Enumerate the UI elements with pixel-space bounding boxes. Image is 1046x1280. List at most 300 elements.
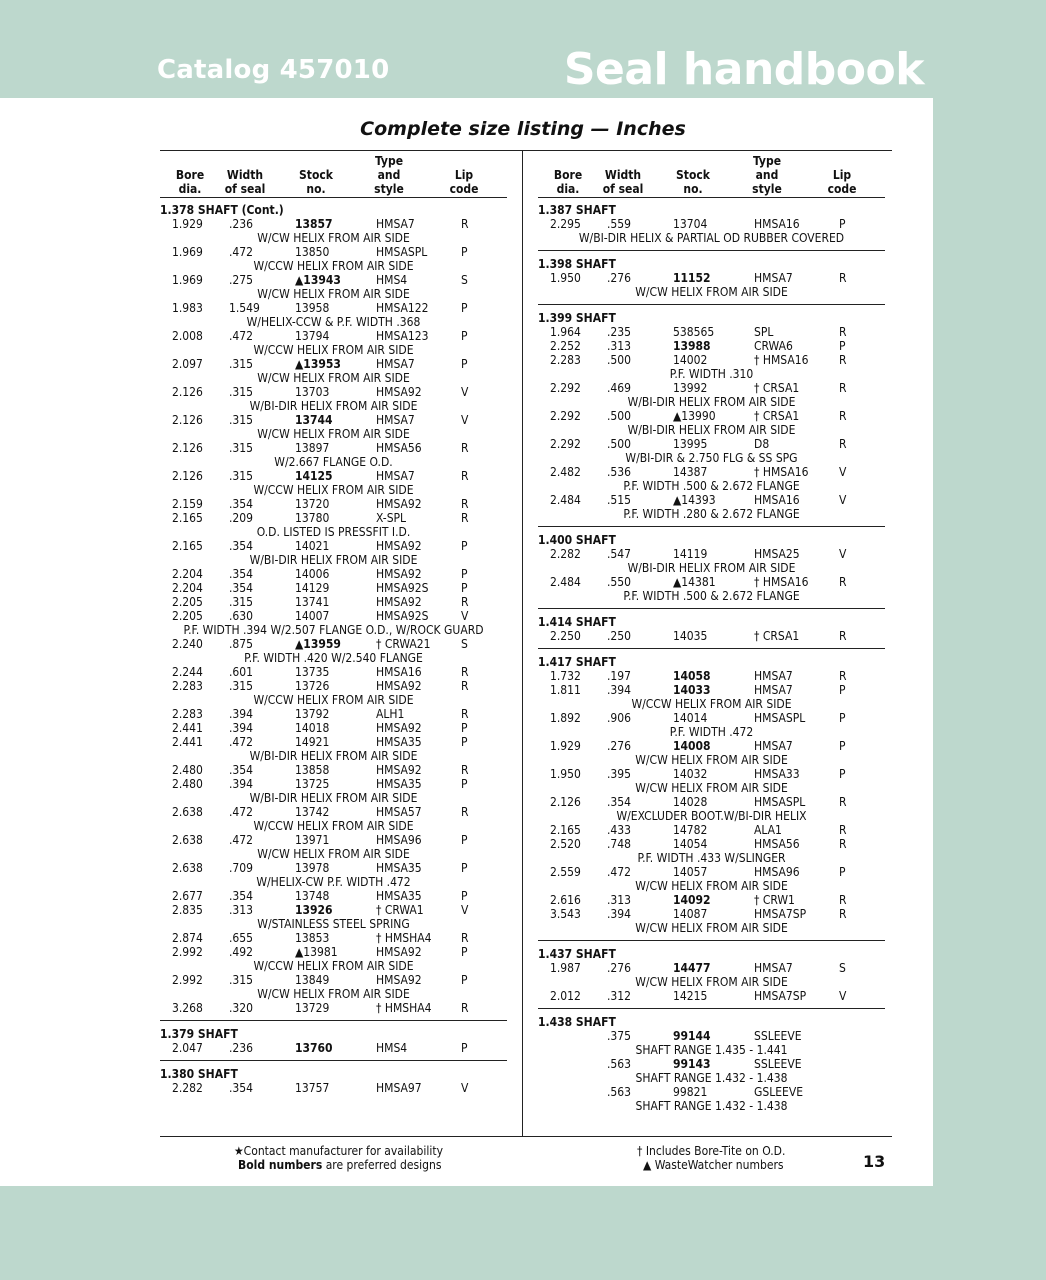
shaft-group-title: 1.378 SHAFT (Cont.) [160,203,284,217]
cell-type: HMSA92S [376,581,429,595]
row-note: W/CW HELIX FROM AIR SIDE [635,975,788,989]
table-row [160,441,507,455]
table-row [160,301,507,315]
shaft-group-title: 1.438 SHAFT [538,1015,616,1029]
cell-bore: 2.126 [172,441,203,455]
cell-type: SSLEEVE [754,1057,802,1071]
left-header-type-line3: style [374,182,404,196]
cell-stock: 13897 [295,441,330,455]
cell-stock: 14021 [295,539,330,553]
table-row [160,777,507,791]
shaft-group-title: 1.437 SHAFT [538,947,616,961]
wastewatcher-note: ▲ WasteWatcher numbers [643,1158,784,1172]
cell-lip: P [461,301,468,315]
cell-stock: 14087 [673,907,708,921]
cell-stock: 99144 [673,1029,711,1043]
table-row [160,595,507,609]
table-row [160,329,507,343]
cell-stock: 13992 [673,381,708,395]
row-note: W/HELIX-CW P.F. WIDTH .472 [256,875,411,889]
cell-stock: 13741 [295,595,330,609]
cell-width: .500 [607,353,632,367]
cell-stock: ▲13943 [295,273,341,287]
cell-bore: 2.484 [550,493,581,507]
cell-lip: V [461,609,469,623]
row-note: P.F. WIDTH .394 W/2.507 FLANGE O.D., W/ROCK GUARD [183,623,484,637]
table-row [160,609,507,623]
shaft-group-title: 1.387 SHAFT [538,203,616,217]
table-row [538,767,885,781]
cell-lip: R [461,665,469,679]
cell-type: HMSA35 [376,861,422,875]
cell-stock: 13926 [295,903,333,917]
cell-type: HMSA7 [376,413,415,427]
cell-stock: 13958 [295,301,330,315]
table-row [160,469,507,483]
table-row [538,493,885,507]
cell-type: HMSA97 [376,1081,422,1095]
left-header-width-line2: Width [226,168,264,182]
cell-width: .354 [229,567,254,581]
cell-lip: P [461,721,468,735]
cell-stock: ▲14393 [673,493,716,507]
table-row [538,823,885,837]
cell-stock: 99821 [673,1085,708,1099]
cell-stock: 14092 [673,893,711,907]
cell-bore: 2.165 [550,823,581,837]
row-note: P.F. WIDTH .433 W/SLINGER [637,851,786,865]
table-row [538,409,885,423]
cell-bore: 1.950 [550,271,581,285]
table-row [160,931,507,945]
row-note: W/CW HELIX FROM AIR SIDE [257,847,410,861]
cell-width: .492 [229,945,254,959]
cell-width: .250 [607,629,632,643]
cell-stock: ▲13959 [295,637,341,651]
cell-lip: R [839,669,847,683]
cell-stock: 13978 [295,861,330,875]
cell-lip: P [461,945,468,959]
cell-width: .236 [229,1041,254,1055]
cell-type: † CRSA1 [754,409,800,423]
shaft-group [160,1067,507,1095]
cell-bore: 2.047 [172,1041,203,1055]
row-note: W/CCW HELIX FROM AIR SIDE [253,959,414,973]
row-note: W/2.667 FLANGE O.D. [274,455,393,469]
cell-bore: 2.240 [172,637,203,651]
left-header-lip-line3: code [449,182,479,196]
row-note: W/CCW HELIX FROM AIR SIDE [253,693,414,707]
cell-lip: V [839,547,847,561]
cell-bore: 2.008 [172,329,203,343]
cell-width: .354 [229,1081,254,1095]
table-row [160,357,507,371]
cell-type: HMSA92 [376,721,422,735]
shaft-group-title: 1.379 SHAFT [160,1027,238,1041]
cell-type: HMSA35 [376,735,422,749]
row-note: W/CW HELIX FROM AIR SIDE [257,231,410,245]
cell-type: † HMSA16 [754,575,809,589]
row-note: SHAFT RANGE 1.432 - 1.438 [635,1099,788,1113]
table-row [538,893,885,907]
row-note: W/CCW HELIX FROM AIR SIDE [253,343,414,357]
group-divider [538,526,885,527]
row-note: W/CW HELIX FROM AIR SIDE [635,753,788,767]
shaft-group [160,1027,507,1055]
table-row [160,497,507,511]
boretite-note: † Includes Bore-Tite on O.D. [637,1144,786,1158]
left-header-rule [160,197,507,198]
cell-bore: 2.204 [172,581,203,595]
cell-type: HMSA7 [376,469,415,483]
table-row [538,865,885,879]
cell-type: HMSA7 [754,271,793,285]
row-note: W/CW HELIX FROM AIR SIDE [257,287,410,301]
cell-lip: R [839,823,847,837]
cell-type: † CRSA1 [754,381,800,395]
table-row [538,669,885,683]
right-header-rule [538,197,885,198]
cell-width: .354 [229,581,254,595]
cell-stock: 14125 [295,469,333,483]
cell-bore: 1.929 [550,739,581,753]
cell-type: HMSA56 [376,441,422,455]
shaft-group [160,203,507,1015]
page-number: 13 [863,1152,886,1171]
row-note: W/BI-DIR HELIX FROM AIR SIDE [627,395,796,409]
cell-width: .472 [229,329,254,343]
group-divider [160,1020,507,1021]
table-row [538,547,885,561]
cell-lip: R [461,217,469,231]
cell-lip: P [461,735,468,749]
row-note: W/BI-DIR HELIX FROM AIR SIDE [249,399,418,413]
left-header-bore-line3: dia. [178,182,202,196]
cell-width: .197 [607,669,632,683]
cell-type: SSLEEVE [754,1029,802,1043]
row-note: W/BI-DIR HELIX FROM AIR SIDE [249,553,418,567]
shaft-group-title: 1.399 SHAFT [538,311,616,325]
bold-numbers-label: Bold numbers [238,1158,323,1172]
cell-width: .472 [229,833,254,847]
cell-stock: 13794 [295,329,330,343]
cell-stock: 14014 [673,711,708,725]
cell-stock: 13792 [295,707,330,721]
cell-type: HMSA92S [376,609,429,623]
cell-width: .354 [229,497,254,511]
cell-stock: 13760 [295,1041,333,1055]
cell-lip: V [839,493,847,507]
cell-bore: 2.992 [172,945,203,959]
handbook-title: Seal handbook [563,44,924,95]
table-row [160,665,507,679]
cell-stock: 14387 [673,465,708,479]
cell-stock: 11152 [673,271,711,285]
table-row [160,581,507,595]
cell-stock: 13988 [673,339,711,353]
cell-bore: 2.159 [172,497,203,511]
cell-stock: 13853 [295,931,330,945]
left-listing-column [160,203,507,1095]
cell-width: .472 [229,805,254,819]
cell-bore: 1.987 [550,961,581,975]
row-note: O.D. LISTED IS PRESSFIT I.D. [256,525,411,539]
cell-bore: 1.892 [550,711,581,725]
shaft-group-title: 1.380 SHAFT [160,1067,238,1081]
right-header-type-line1: Type [752,154,782,168]
shaft-group-title: 1.400 SHAFT [538,533,616,547]
right-header-lip-line3: code [827,182,857,196]
table-row [160,889,507,903]
cell-width: .354 [607,795,632,809]
cell-width: .630 [229,609,254,623]
cell-width: .433 [607,823,632,837]
cell-width: .655 [229,931,254,945]
cell-type: HMSA16 [376,665,422,679]
cell-lip: P [461,973,468,987]
cell-lip: R [461,931,469,945]
cell-lip: V [839,465,847,479]
cell-stock: 99143 [673,1057,711,1071]
cell-lip: P [461,833,468,847]
cell-type: HMSASPL [754,711,806,725]
row-note: SHAFT RANGE 1.432 - 1.438 [635,1071,788,1085]
cell-lip: R [839,893,847,907]
left-header-type-line1: Type [374,154,404,168]
group-divider [538,648,885,649]
cell-bore: 2.205 [172,595,203,609]
cell-type: HMSA16 [754,217,800,231]
cell-type: † HMSA16 [754,353,809,367]
table-row [538,1085,885,1099]
cell-lip: V [461,413,469,427]
table-row [538,1057,885,1071]
cell-bore: 2.638 [172,861,203,875]
cell-lip: V [461,385,469,399]
row-note: W/STAINLESS STEEL SPRING [257,917,410,931]
cell-stock: 13971 [295,833,330,847]
cell-bore: 1.964 [550,325,581,339]
cell-lip: R [839,575,847,589]
cell-type: † CRWA21 [376,637,431,651]
row-note: W/CW HELIX FROM AIR SIDE [635,879,788,893]
cell-type: HMSA35 [376,777,422,791]
cell-width: .563 [607,1085,632,1099]
cell-lip: P [461,539,468,553]
cell-type: HMSA123 [376,329,429,343]
right-column-headers [0,152,900,196]
cell-stock: 13757 [295,1081,330,1095]
cell-width: .313 [607,339,632,353]
table-row [160,721,507,735]
cell-width: .394 [607,907,632,921]
cell-type: HMSA7 [754,669,793,683]
cell-lip: P [839,865,846,879]
cell-stock: 13726 [295,679,330,693]
cell-bore: 2.559 [550,865,581,879]
cell-stock: ▲13990 [673,409,716,423]
table-row [538,629,885,643]
cell-bore: 2.012 [550,989,581,1003]
cell-type: HMSA122 [376,301,429,315]
cell-bore: 2.205 [172,609,203,623]
cell-bore: 2.165 [172,511,203,525]
cell-width: .394 [607,683,632,697]
cell-width: .601 [229,665,254,679]
row-note: W/CW HELIX FROM AIR SIDE [635,285,788,299]
group-divider [160,1060,507,1061]
table-row [538,465,885,479]
cell-lip: P [461,1041,468,1055]
table-row [538,961,885,975]
cell-type: HMS4 [376,273,408,287]
row-note: W/BI-DIR & 2.750 FLG & SS SPG [625,451,798,465]
shaft-group [538,257,885,299]
cell-width: .906 [607,711,632,725]
cell-bore: 2.165 [172,539,203,553]
table-row [160,679,507,693]
cell-type: HMSA7 [754,961,793,975]
row-note: W/EXCLUDER BOOT.W/BI-DIR HELIX [616,809,807,823]
table-row [538,795,885,809]
cell-bore: 2.126 [172,385,203,399]
cell-stock: ▲13953 [295,357,341,371]
row-note: W/BI-DIR HELIX FROM AIR SIDE [627,561,796,575]
cell-bore: 3.543 [550,907,581,921]
cell-bore: 2.292 [550,381,581,395]
cell-type: ALA1 [754,823,782,837]
cell-type: HMSA96 [754,865,800,879]
cell-type: HMSA7 [754,739,793,753]
right-header-stock-line2: Stock [676,168,710,182]
table-row [160,385,507,399]
cell-type: † CRW1 [754,893,795,907]
cell-stock: 14215 [673,989,708,1003]
cell-bore: 1.732 [550,669,581,683]
cell-width: .875 [229,637,254,651]
cell-lip: P [461,567,468,581]
cell-type: HMSA7 [376,357,415,371]
cell-bore: 2.295 [550,217,581,231]
left-header-bore-line2: Bore [175,168,205,182]
group-divider [538,1008,885,1009]
cell-type: HMSA92 [376,763,422,777]
cell-type: † HMSHA4 [376,1001,432,1015]
table-row [538,739,885,753]
table-row [538,437,885,451]
cell-bore: 2.441 [172,721,203,735]
cell-type: HMSA92 [376,595,422,609]
cell-stock: 538565 [673,325,715,339]
cell-lip: R [461,707,469,721]
cell-bore: 2.292 [550,437,581,451]
right-header-bore-line2: Bore [553,168,583,182]
cell-stock: ▲13981 [295,945,338,959]
table-row [160,511,507,525]
cell-lip: R [839,629,847,643]
table-row [160,637,507,651]
table-row [538,837,885,851]
cell-width: .276 [607,739,632,753]
cell-bore: 2.204 [172,567,203,581]
shaft-group [538,615,885,643]
table-row [160,763,507,777]
cell-type: HMSA7 [376,217,415,231]
cell-width: .320 [229,1001,254,1015]
row-note: W/CW HELIX FROM AIR SIDE [635,781,788,795]
cell-lip: R [461,469,469,483]
cell-width: .559 [607,217,632,231]
cell-width: .313 [229,903,254,917]
cell-width: .500 [607,409,632,423]
cell-lip: R [461,511,469,525]
cell-lip: R [839,325,847,339]
table-row [160,539,507,553]
row-note: W/CCW HELIX FROM AIR SIDE [631,697,792,711]
cell-bore: 2.244 [172,665,203,679]
cell-lip: R [839,907,847,921]
cell-bore: 2.250 [550,629,581,643]
table-row [160,413,507,427]
cell-stock: 14035 [673,629,708,643]
cell-bore: 2.874 [172,931,203,945]
cell-bore: 2.283 [172,707,203,721]
column-divider [522,151,523,1137]
cell-width: .235 [607,325,632,339]
cell-type: HMSASPL [376,245,428,259]
cell-type: † HMSHA4 [376,931,432,945]
cell-bore: 2.835 [172,903,203,917]
cell-width: .395 [607,767,632,781]
cell-width: .313 [607,893,632,907]
cell-lip: R [461,763,469,777]
cell-lip: P [461,357,468,371]
row-note: W/BI-DIR HELIX FROM AIR SIDE [249,749,418,763]
cell-type: HMSA92 [376,567,422,581]
listing-title: Complete size listing — Inches [360,118,686,140]
cell-type: HMSASPL [754,795,806,809]
cell-stock: 14477 [673,961,711,975]
row-note: W/CCW HELIX FROM AIR SIDE [253,259,414,273]
cell-lip: V [839,989,847,1003]
cell-type: ALH1 [376,707,405,721]
cell-width: .275 [229,273,254,287]
table-row [160,973,507,987]
row-note: W/BI-DIR HELIX FROM AIR SIDE [249,791,418,805]
cell-stock: 14018 [295,721,330,735]
left-header-width-line3: of seal [224,182,266,196]
cell-bore: 2.283 [172,679,203,693]
table-row [538,907,885,921]
table-row [538,271,885,285]
table-row [538,1029,885,1043]
cell-lip: R [839,437,847,451]
cell-type: HMSA35 [376,889,422,903]
cell-stock: 14058 [673,669,711,683]
row-note: P.F. WIDTH .500 & 2.672 FLANGE [623,589,800,603]
cell-stock: 14129 [295,581,330,595]
cell-lip: P [461,581,468,595]
shaft-group [538,655,885,935]
cell-lip: P [839,739,846,753]
cell-width: .709 [229,861,254,875]
cell-stock: 14057 [673,865,708,879]
cell-stock: 13729 [295,1001,330,1015]
cell-stock: 14119 [673,547,708,561]
table-row [160,735,507,749]
row-note: W/CW HELIX FROM AIR SIDE [635,921,788,935]
row-note: P.F. WIDTH .310 [669,367,754,381]
